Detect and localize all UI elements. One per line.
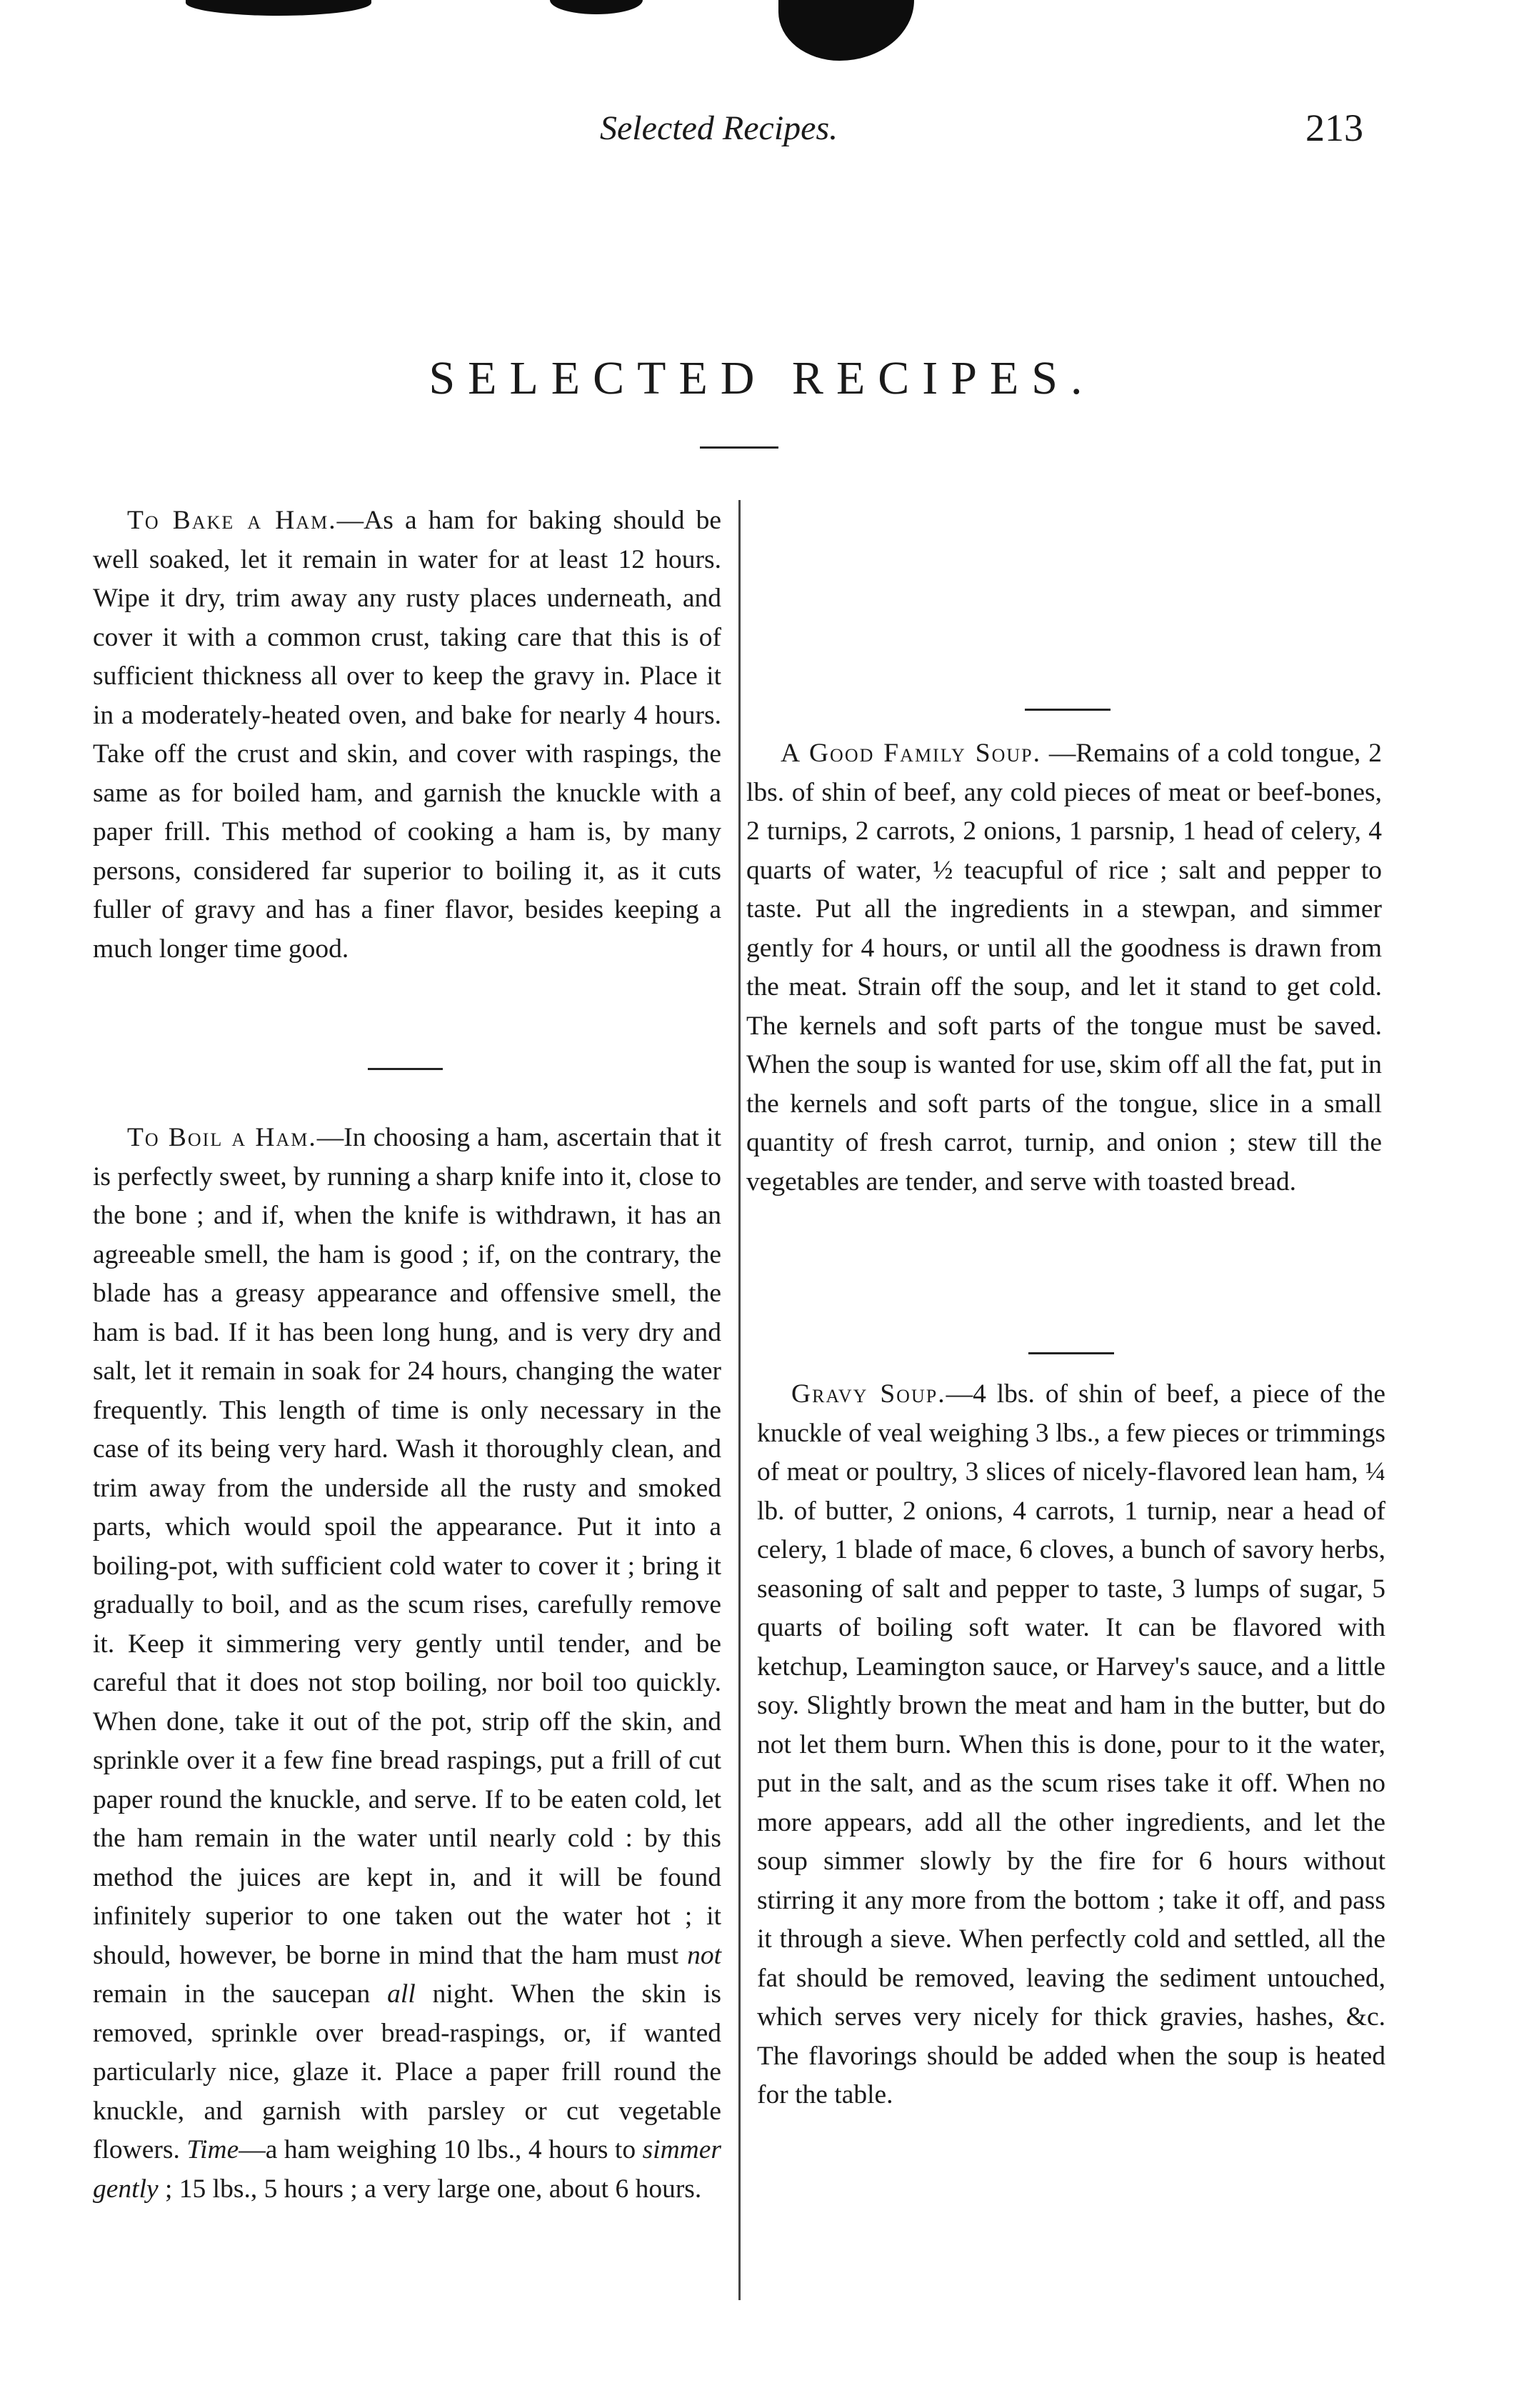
recipe-gravy-soup [757,1375,1385,2115]
ink-blot-left [186,0,371,16]
recipe-heading: To Bake a Ham. [127,506,337,535]
recipe-heading: A Good Family Soup. [781,739,1041,768]
section-rule [1025,709,1111,711]
recipe-body: —In choosing a ham, ascertain that it is perfectly sweet, by running a sharp knife into it, close to the bone ; and if, when the knife is withdrawn, it has an agreeable smell, the ham is good ; if, on the contrary, the blade has a greasy appearance and offensive smell, the ham is bad. If it has been long hung, and is very dry and salt, let it remain in soak for 24 hours, changing the water frequently. This length of time is only necessary in the case of its being very hard. Wash it thoroughly clean, and trim away from the underside all the rusty and smoked parts, which would spoil the appearance. Put it into a boiling-pot, with sufficient cold water to cover it ; bring it gradually to boil, and as the scum rises, carefully remove it. Keep it simmering very gently until tender, and be careful that it does not stop boiling, nor boil too quickly. When done, take it out of the pot, strip off the skin, and sprinkle over it a few fine bread raspings, put a frill of cut paper round the knuckle, and serve. If to be eaten cold, let the ham remain in the water until nearly cold : by this method the juices are kept in, and it will be found infinitely superior to one taken out the water hot ; it should, however, be borne in mind that the ham must [93,1123,721,1970]
recipe-heading: Gravy Soup. [791,1379,946,1409]
ink-blot-middle [550,0,643,14]
recipe-boil-ham [93,1119,721,2209]
column-divider [738,500,741,2300]
right-column-cont [757,1375,1385,2115]
recipe-body: —4 lbs. of shin of beef, a piece of the knuckle of veal weighing 3 lbs., a few pieces or trimmings of meat or poultry, 3 slices of nicely-flavored lean ham, ¼ lb. of butter, 2 onions, 4 carrots, 1 turnip, near a head of celery, 1 blade of mace, 6 cloves, a bunch of savory herbs, seasoning of salt and pepper to taste, 3 lumps of sugar, 5 quarts of boiling soft water. It can be flavored with ketchup, Leamington sauce, or Harvey's sauce, and a little soy. Slightly brown the meat and ham in the butter, but do not let them burn. When this is done, pour to it the water, put in the salt, and as the scum rises take it off. When no more appears, add all the other ingredients, and let the soup simmer slowly by the fire for 6 hours without stirring it any more from the bottom ; take it off, and pass it through a sieve. When perfectly cold and settled, all the fat should be removed, leaving the sediment untouched, which serves very nicely for thick gravies, hashes, &c. The flavorings should be added when the soup is heated for the table. [757,1379,1385,2109]
left-column-cont [93,1119,721,2209]
title-rule [700,446,778,449]
recipe-body-cont: ; 15 lbs., 5 hours ; a very large one, about 6 hours. [158,2174,702,2204]
emphasis-all: all [387,1979,416,2009]
recipe-body: —Remains of a cold tongue, 2 lbs. of shin of beef, any cold pieces of meat or beef-bones, 2 turnips, 2 carrots, 2 onions, 1 parsnip, 1 head of celery, 4 quarts of water, ½ teacupful of rice ; salt and pepper to taste. Put all the ingredients in a stewpan, and simmer gently for 4 hours, or until all the goodness is drawn from the meat. Strain off the soup, and let it stand to get cold. The kernels and soft parts of the tongue must be saved. When the soup is wanted for use, skim off all the fat, put in the kernels and soft parts of the tongue, slice in a small quantity of fresh carrot, turnip, and onion ; stew till the vegetables are tender, and serve with toasted bread. [746,739,1382,1196]
recipe-heading: To Boil a Ham. [127,1123,317,1152]
section-rule [1028,1352,1114,1354]
page-title: SELECTED RECIPES. [428,352,1096,404]
emphasis-not: not [687,1940,721,1970]
recipe-bake-ham [93,501,721,969]
recipe-body-cont: —a ham weighing 10 lbs., 4 hours to [239,2135,643,2164]
time-label: Time [186,2135,239,2164]
recipe-body: —As a ham for baking should be well soaked, let it remain in water for at least 12 hours. Wipe it dry, trim away any rusty places underneath, and cover it with a common crust, taking care that this is of sufficient thickness all over to keep the gravy in. Place it in a moderately-heated oven, and bake for nearly 4 hours. Take off the crust and skin, and cover with raspings, the same as for boiled ham, and garnish the knuckle with a paper frill. This method of cooking a ham is, by many persons, considered far superior to boiling it, as it cuts fuller of gravy and has a finer flavor, besides keeping a much longer time good. [93,506,722,964]
section-rule [368,1068,443,1070]
running-title: Selected Recipes. [600,109,838,147]
recipe-family-soup [746,734,1382,1201]
ink-blot-right [778,0,914,61]
right-column [746,734,1382,1201]
recipe-body-cont: night. When the skin is removed, sprinkle over bread-raspings, or, if wanted particularly nice, glaze it. Place a paper frill round the knuckle, and garnish with parsley or cut vegetable flowers. [93,1979,721,2164]
page-number: 213 [1305,106,1363,149]
recipe-body-cont: remain in the saucepan [93,1979,388,2009]
left-column [93,501,721,969]
emphasis-simmer-gently: simmer gently [93,2135,721,2204]
